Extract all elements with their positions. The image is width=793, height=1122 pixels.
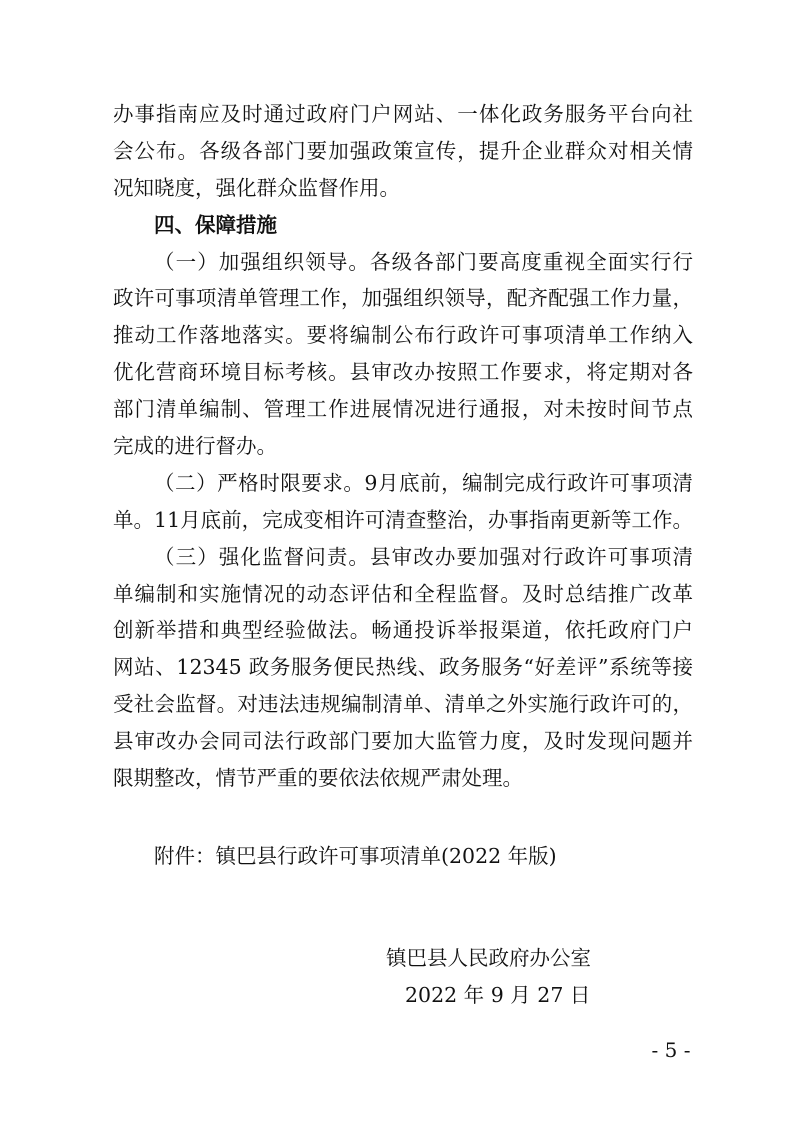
text-span: 各级各部门要高度重视全面实行行 xyxy=(370,249,693,274)
text-line: 推动工作落地落实。要将编制公布行政许可事项清单工作纳入 xyxy=(113,323,693,348)
text-line: 况知晓度，强化群众监督作用。 xyxy=(113,175,400,200)
text-line: 政许可事项清单管理工作，加强组织领导，配齐配强工作力量， xyxy=(113,286,693,311)
issue-date: 2022 年 9 月 27 日 xyxy=(405,983,591,1007)
text-line: 县审改办会同司法行政部门要加大监管力度，及时发现问题并 xyxy=(113,729,693,754)
item-heading: （三）强化监督问责。 xyxy=(154,544,371,569)
text-line: 单。11月底前，完成变相许可清查整治，办事指南更新等工作。 xyxy=(113,507,693,532)
attachment-note: 附件：镇巴县行政许可事项清单(2022 年版) xyxy=(154,844,557,868)
text-line: 会公布。各级各部门要加强政策宣传，提升企业群众对相关情 xyxy=(113,138,693,163)
paragraph-first-line xyxy=(113,539,693,576)
issuer-signature: 镇巴县人民政府办公室 xyxy=(386,946,591,970)
text-line: 创新举措和典型经验做法。畅通投诉举报渠道，依托政府门户 xyxy=(113,618,693,643)
text-line: 限期整改，情节严重的要依法依规严肃处理。 xyxy=(113,766,523,791)
text-line: 网站、12345 政务服务便民热线、政务服务“好差评”系统等接 xyxy=(113,655,693,680)
section-heading: 四、保障措施 xyxy=(154,212,277,237)
text-span: 9月底前，编制完成行政许可事项清 xyxy=(364,470,693,495)
document-body xyxy=(113,96,693,797)
text-line: 受社会监督。对违法违规编制清单、清单之外实施行政许可的， xyxy=(113,692,693,717)
text-span: 县审改办要加强对行政许可事项清 xyxy=(370,544,693,569)
item-heading: （二）严格时限要求。 xyxy=(154,470,365,495)
text-line: 单编制和实施情况的动态评估和全程监督。及时总结推广改革 xyxy=(113,581,693,606)
paragraph-first-line xyxy=(113,244,693,281)
text-line: 部门清单编制、管理工作进展情况进行通报，对未按时间节点 xyxy=(113,397,693,422)
text-line: 完成的进行督办。 xyxy=(113,434,277,459)
text-line: 办事指南应及时通过政府门户网站、一体化政务服务平台向社 xyxy=(113,102,693,126)
paragraph-first-line xyxy=(113,465,693,502)
page-number: - 5 - xyxy=(651,1038,691,1062)
item-heading: （一）加强组织领导。 xyxy=(154,249,371,274)
text-line: 优化营商环境目标考核。县审改办按照工作要求，将定期对各 xyxy=(113,360,693,385)
